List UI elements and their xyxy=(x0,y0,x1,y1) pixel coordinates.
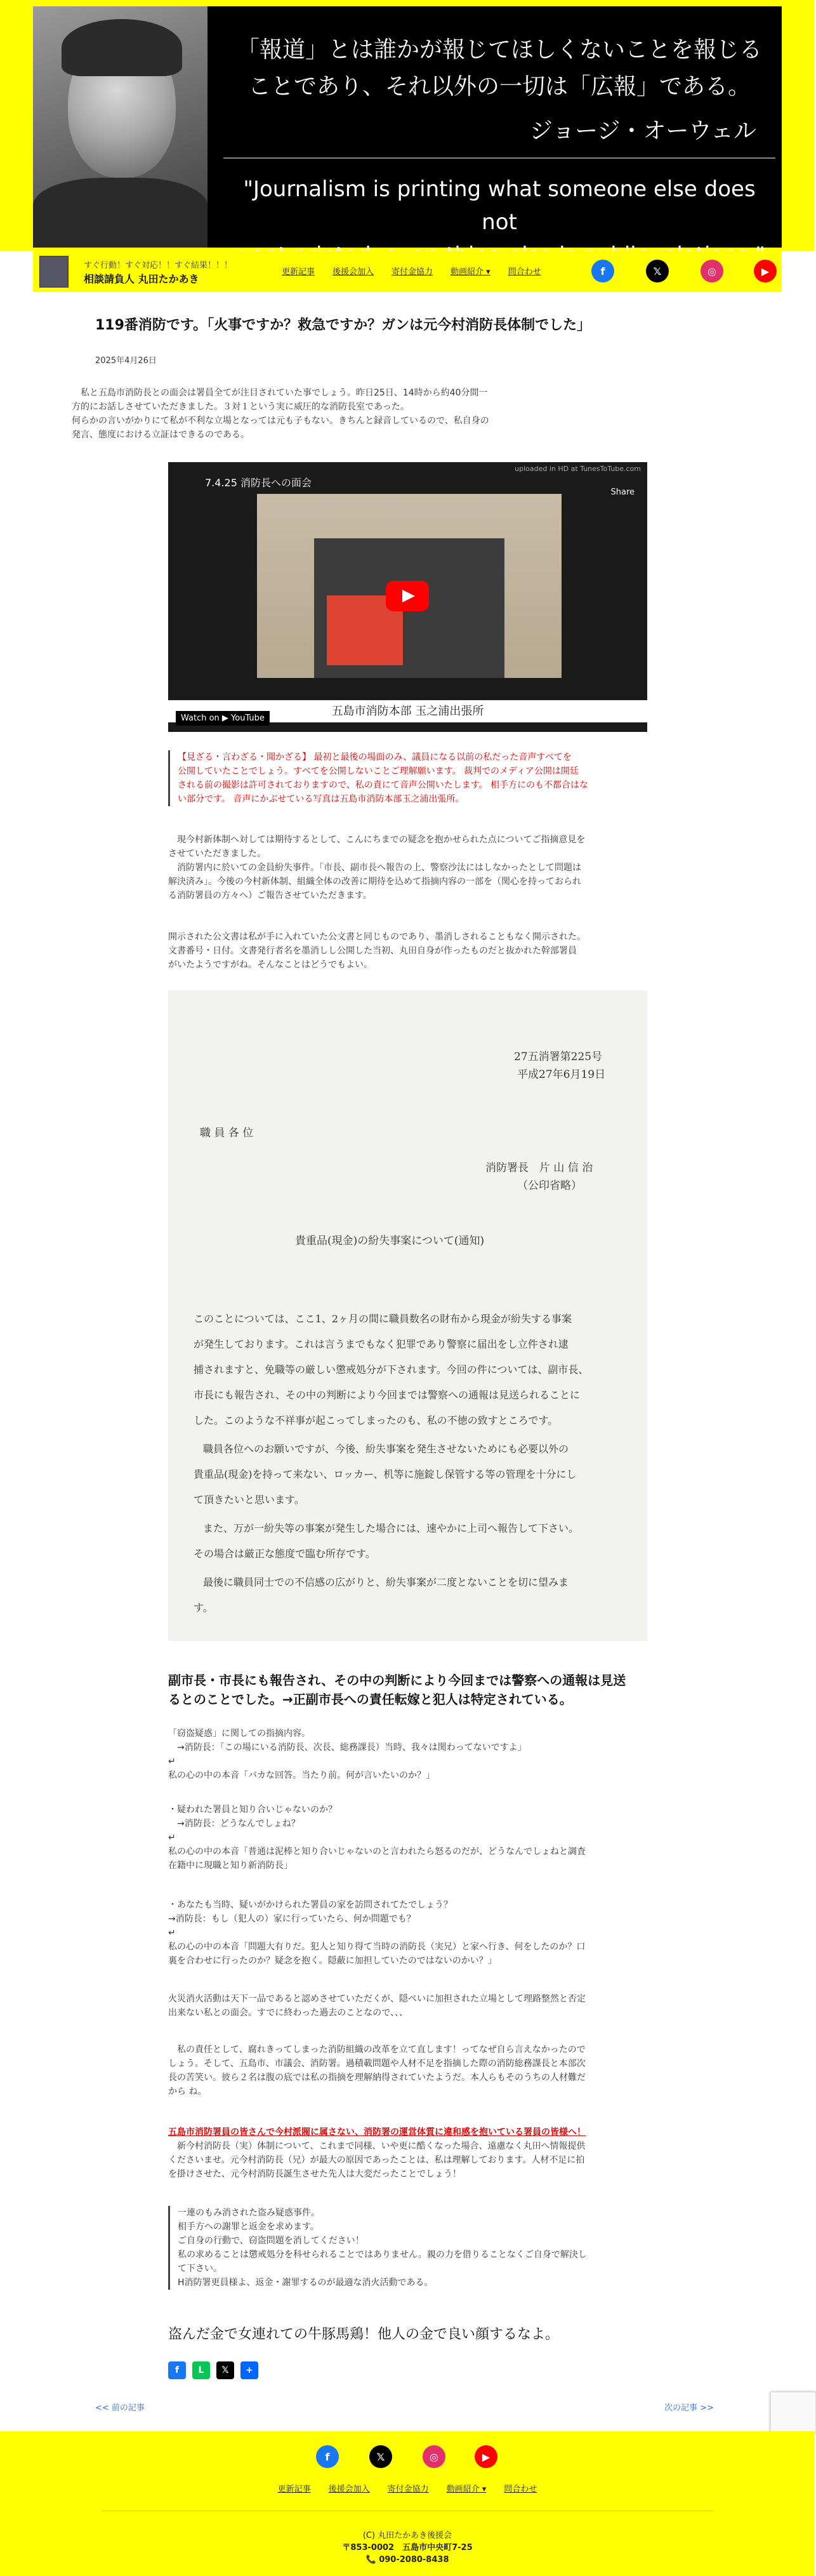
video-title[interactable]: 7.4.25 消防長への面会 xyxy=(205,477,312,489)
quote-en: "Journalism is printing what someone else does not xyxy=(243,176,756,235)
footer-x-icon[interactable]: 𝕏 xyxy=(369,2445,392,2468)
paragraph-2: 現今村新体制へ対しては期待するとして、こんにちまでの疑念を抱かせられた点についてご指摘意見を させていただきました。 消防署内に於いての金員紛失事件。「市長、副市長へ報告の上、警察沙汰にはしなかったとして問題は 解決済み」。今後の今村新体制、組織全体の改善に期待を込めて指摘内容の一部を（関心を持っておられ る消防署員の方々へ）ご報告させていただきます。 xyxy=(168,835,586,901)
paragraph-4: 火災消火活動は天下一品であると認めさせていただくが、隠ぺいに加担された立場として理路整然と否定 出来ない私との面会。すでに終わった過去のことなので、、、 xyxy=(168,1994,586,2018)
play-icon[interactable] xyxy=(386,581,429,611)
footer-facebook-icon[interactable]: f xyxy=(316,2445,339,2468)
nav-videos[interactable]: 動画紹介 ▾ xyxy=(451,267,490,277)
doc-subject: 貴重品(現金)の紛失事案について(通知) xyxy=(295,1235,485,1247)
footer-org: (C) 丸田たかあき後援会 xyxy=(362,2531,452,2540)
youtube-icon[interactable]: ▶ xyxy=(754,260,777,282)
footer-nav-contact[interactable]: 問合わせ xyxy=(504,2485,537,2494)
share-facebook-icon[interactable]: f xyxy=(168,2361,186,2379)
site-footer xyxy=(0,2431,815,2576)
demand-quote: 一連のもみ消された盗み疑惑事件。 相手方への謝罪と返金を求めます。 ご自身の行動で、窃盗問題を消してください！ 私の求めることは懲戒処分を科せられることではありません。親の力を借りることなくご自身で解決し て下さい。 H消防署更員様よ、返金・謝罪するのが最適な消火活動である。 xyxy=(168,2206,647,2290)
doc-seal-note: （公印省略） xyxy=(517,1179,582,1192)
doc-recipient: 職 員 各 位 xyxy=(200,1127,254,1139)
post-title: 119番消防です。「火事ですか？救急ですか？ガンは元今村消防長体制でした」 xyxy=(95,317,591,333)
dialogue-1: 「窃盗疑惑」に関しての指摘内容。 →消防長：「この場にいる消防長、次長、総務課長）当時、我々は関わってないですよ」 ↵ 私の心の中の本音「バカな回答。当たり前。何が言いたいのか？」 xyxy=(168,1729,527,1781)
paragraph-6: 五島市消防署員の皆さんで今村派閥に属さない、消防署の運営体質に違和感を抱いている署員の皆様へ！ 新今村消防長（実）体制について、これまで同様、いや更に酷くなった場合、遠慮なく丸田へ情報提供 くださいませ。元今村消防長（兄）が最大の原因であったことは、私は理解しております。人材不足に拍 を掛けさせた、元今村消防長誕生させた先人は大変だったことでしょう！ xyxy=(168,2127,586,2179)
dialogue-2: ・疑われた署員と知り合いじゃないのか？ →消防長：どうなんでしょね？ ↵ 私の心の中の本音「普通は泥棒と知り合いじゃないのと言われたら怒るのだが、どうなんでしょねと調査 在籍中に現職と知り新消防長」 xyxy=(168,1805,586,1871)
section-heading: 副市長・市長にも報告され、その中の判断により今回までは警察への通報は見送 るとのことでした。→正副市長への責任転嫁と犯人は特定されている。 xyxy=(168,1673,626,1707)
recaptcha-badge[interactable] xyxy=(770,2392,816,2434)
footer-contact-info xyxy=(0,2530,815,2566)
x-icon[interactable]: 𝕏 xyxy=(646,260,669,282)
nav-updates[interactable]: 更新記事 xyxy=(282,267,315,277)
main-nav xyxy=(282,265,541,277)
footer-nav-join[interactable]: 後援会加入 xyxy=(328,2485,370,2494)
prev-post-link[interactable]: << 前の記事 xyxy=(95,2403,145,2413)
disclosed-document-image: 27五消署第225号 平成27年6月19日 職 員 各 位 消防署長 片 山 信 治 （公印省略） 貴重品(現金)の紛失事案について(通知) このことについては、ここ1、2ヶ月の間に職員数名の財布から現金が紛失する事案 が発生しております。これは言うまでもなく犯罪であり警察に届出をし立件され逮 捕されますと、免職等の厳しい懲戒処分が下されます。今回の件については、副市長、 市長にも報告され、その中の判断により今回までは警察への通報は見送られることに した。このような不祥事が起こってしまったのも、私の不徳の致すところです。 職員各位へのお願いですが、今後、紛失事案を発生させないためにも必要以外の 貴重品(現金)を持って来ない、ロッカー、机等に施錠し保管する等の管理を十分にし て頂きたいと思います。 また、万が一紛失等の事案が発生した場合には、速やかに上司へ報告して下さい。 その場合は厳正な態度で臨む所存です。 最後に職員同士での不信感の広がりと、紛失事案が二度とないことを切に望みま す。 xyxy=(168,990,647,1641)
video-share-button[interactable]: Share xyxy=(610,488,635,497)
quote-banner xyxy=(33,6,782,248)
footer-nav-donate[interactable]: 寄付金協力 xyxy=(387,2485,429,2494)
video-uploaded-note: uploaded in HD at TunesToTube.com xyxy=(515,465,641,473)
share-more-icon[interactable]: + xyxy=(240,2361,258,2379)
footer-nav xyxy=(0,2482,815,2494)
instagram-icon[interactable]: ◎ xyxy=(701,260,723,282)
footer-instagram-icon[interactable]: ◎ xyxy=(423,2445,445,2468)
footer-youtube-icon[interactable]: ▶ xyxy=(475,2445,497,2468)
video-caption: 五島市消防本部 玉之浦出張所 xyxy=(168,700,647,722)
next-post-link[interactable]: 次の記事 >> xyxy=(664,2403,714,2413)
site-header xyxy=(33,251,782,292)
footer-phone[interactable]: 📞 090-2080-8438 xyxy=(365,2555,449,2565)
doc-number: 27五消署第225号 xyxy=(514,1051,603,1063)
paragraph-3: 開示された公文書は私が手に入れていた公文書と同じものであり、墨消しされることもなく開示された。 文書番号・日付。文書発行者名を墨消しし公開した当初、丸田自身が作ったものだと抜かれた幹部署員 がいたようですがね。そんなことはどうでもよい。 xyxy=(168,932,586,970)
nav-contact[interactable]: 問合わせ xyxy=(508,267,541,277)
nav-join[interactable]: 後援会加入 xyxy=(332,267,374,277)
notice-red: 【見ざる・言わざる・聞かざる】 最初と最後の場面のみ、議員になる以前の私だった音声すべてを 公開していたことでしょう。すべてを公開しないことご理解願います。 裁判でのメディア公開は開廷 される前の撮影は許可されておりますので、私の責にて音声公開いたします。 相手方にのも不都合はな い部分です。 音声にかぶせている写真は五島市消防本部玉之浦出張所。 xyxy=(168,750,654,806)
site-name[interactable]: 相談請負人 丸田たかあき xyxy=(84,273,199,285)
article xyxy=(95,314,647,366)
watch-on-youtube-button[interactable]: Watch on ▶ YouTube xyxy=(176,711,270,726)
site-tagline: すぐ行動！すぐ対応！！すぐ結果！！！ xyxy=(84,261,233,270)
share-line-icon[interactable]: L xyxy=(192,2361,210,2379)
facebook-icon[interactable]: f xyxy=(591,260,614,282)
doc-date: 平成27年6月19日 xyxy=(517,1068,606,1081)
footer-nav-updates[interactable]: 更新記事 xyxy=(277,2485,311,2494)
quote-author: ジョージ・オーウェル xyxy=(529,118,756,144)
share-x-icon[interactable]: 𝕏 xyxy=(216,2361,234,2379)
site-logo[interactable] xyxy=(39,256,69,288)
post-date: 2025年4月26日 xyxy=(95,356,157,366)
intro-paragraph: 私と五島市消防長との面会は署員全てが注目されていた事でしょう。昨日25日、14時から約40分間一 方的にお話しさせていただきました。３対１という実に威圧的な消防長室であった。 何らかの言いがかりにて私が不利な立場となっては元も子もない。きちんと録音しているので、私自身の 発言、態度における立証はできるのである。 xyxy=(72,388,489,440)
paragraph-5: 私の責任として、腐れきってしまった消防組織の改革を立て直します！ってなぜ自ら言えなかったので しょう。そして、五島市、市議会、消防署。過積載問題や人材不足を指摘した際の消防総務課長と本部次 長の苦笑い。彼ら２名は腹の底では私の指摘を理解納得されていたようだ。本人らもそのうちの人材難だ から ね。 xyxy=(168,2045,586,2097)
dialogue-3: ・あなたも当時、疑いがかけられた署員の家を訪問されてたでしょう？ →消防長：もし（犯人の）家に行っていたら、何か問題でも？ ↵ 私の心の中の本音「問題大有りだ。犯人と知り得て当時の消防長（実兄）と家へ行き、何をしたのか？口 裏を合わせに行ったのか？疑念を抱く。隠蔽に加担していたのではないのかい？」 xyxy=(168,1900,586,1966)
footer-address: 〒853-0002 五島市中央町7-25 xyxy=(342,2543,473,2553)
youtube-embed[interactable] xyxy=(168,462,647,732)
nav-donate[interactable]: 寄付金協力 xyxy=(392,267,433,277)
quote-jp: 「報道」とは誰かが報じてほしくないことを報じる ことであり、それ以外の一切は「広報」である。 xyxy=(236,37,762,100)
doc-sender: 消防署長 片 山 信 治 xyxy=(485,1162,593,1174)
footer-nav-videos[interactable]: 動画紹介 ▾ xyxy=(446,2485,487,2494)
closing-line: 盗んだ金で女連れての牛豚馬鶏！他人の金で良い顔するなよ。 xyxy=(168,2327,560,2342)
author-portrait xyxy=(33,6,207,248)
